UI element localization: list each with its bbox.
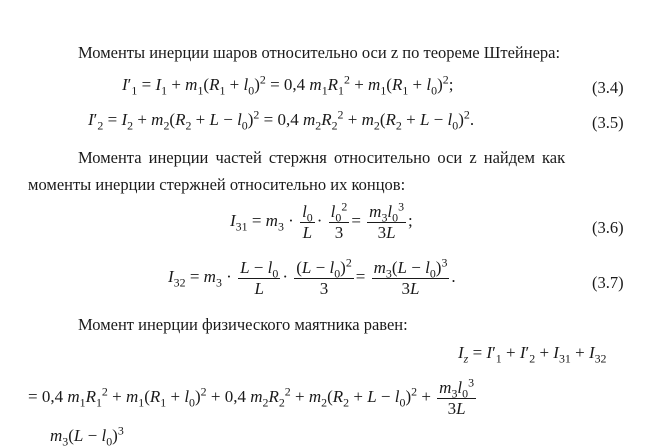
fraction-l0-over-L: $\frac{l_0}{L}$ <box>302 202 313 242</box>
fraction-m3-L-minus-l0-cube-over-3L: $\frac{m_3(L - l_0)^3}{3L}$ <box>373 255 448 298</box>
equation-total-moment-line1: $I_z = I'_1 + I'_2 + I_{31} + I_{32}$ <box>458 343 607 366</box>
equation-number-3-4: (3.4) <box>592 78 624 97</box>
equation-3-7: $I_{32} = m_3$ · $\frac{L - l_0}{L}$ · $\frac{(L - l_0)^2}{3}$ = $\frac{m_3(L - l_0)^3}{3L}$ . <box>168 255 456 298</box>
equation-total-moment-line3: $m_3(L - l_0)^3$ <box>50 423 124 448</box>
fraction-L-minus-l0-sq-over-3: $\frac{(L - l_0)^2}{3}$ <box>296 255 352 298</box>
fraction-m3l0cube-over-3L: $\frac{m_3l_0^3}{3L}$ <box>369 199 405 242</box>
paragraph-rod-intro-line2: моменты инерции стержней относительно их концов: <box>28 175 406 194</box>
fraction-L-minus-l0-over-L: $\frac{L - l_0}{L}$ <box>240 258 279 298</box>
equation-number-3-5: (3.5) <box>592 113 624 132</box>
equation-total-moment-line2: = 0,4 $m_1R_1^2 + m_1(R_1 + l_0)^2 + 0,4$ $m_2R_2^2 + m_2(R_2 + L - l_0)^2$ + $\frac{m_3l_0^3}{3L}$ <box>28 375 475 418</box>
equation-3-4: $I'_1 = I_1 + m_1(R_1 + l_0)^2 = 0,4$ $m_1R_1^2 + m_1(R_1 + l_0)^2$; <box>122 72 454 98</box>
fraction-m3l0cube-over-3L-total: $\frac{m_3l_0^3}{3L}$ <box>439 375 475 418</box>
equation-3-5: $I'_2 = I_2 + m_2(R_2 + L - l_0)^2 = 0,4$ $m_2R_2^2 + m_2(R_2 + L - l_0)^2$. <box>88 107 475 133</box>
equation-3-6: $I_{31} = m_3$ · $\frac{l_0}{L}$ · $\frac{l_0^2}{3}$ = $\frac{m_3l_0^3}{3L}$ ; <box>230 199 413 242</box>
fraction-l0sq-over-3: $\frac{l_0^2}{3}$ <box>330 199 348 242</box>
paragraph-rod-intro-line1: Момента инерции частей стержня относительно оси z найдем как <box>78 148 566 167</box>
equation-number-3-6: (3.6) <box>592 218 624 237</box>
paragraph-steiner-intro: Моменты инерции шаров относительно оси z по теореме Штейнера: <box>78 43 561 62</box>
equation-number-3-7: (3.7) <box>592 273 624 292</box>
paragraph-pendulum-intro: Момент инерции физического маятника равен: <box>78 315 408 334</box>
